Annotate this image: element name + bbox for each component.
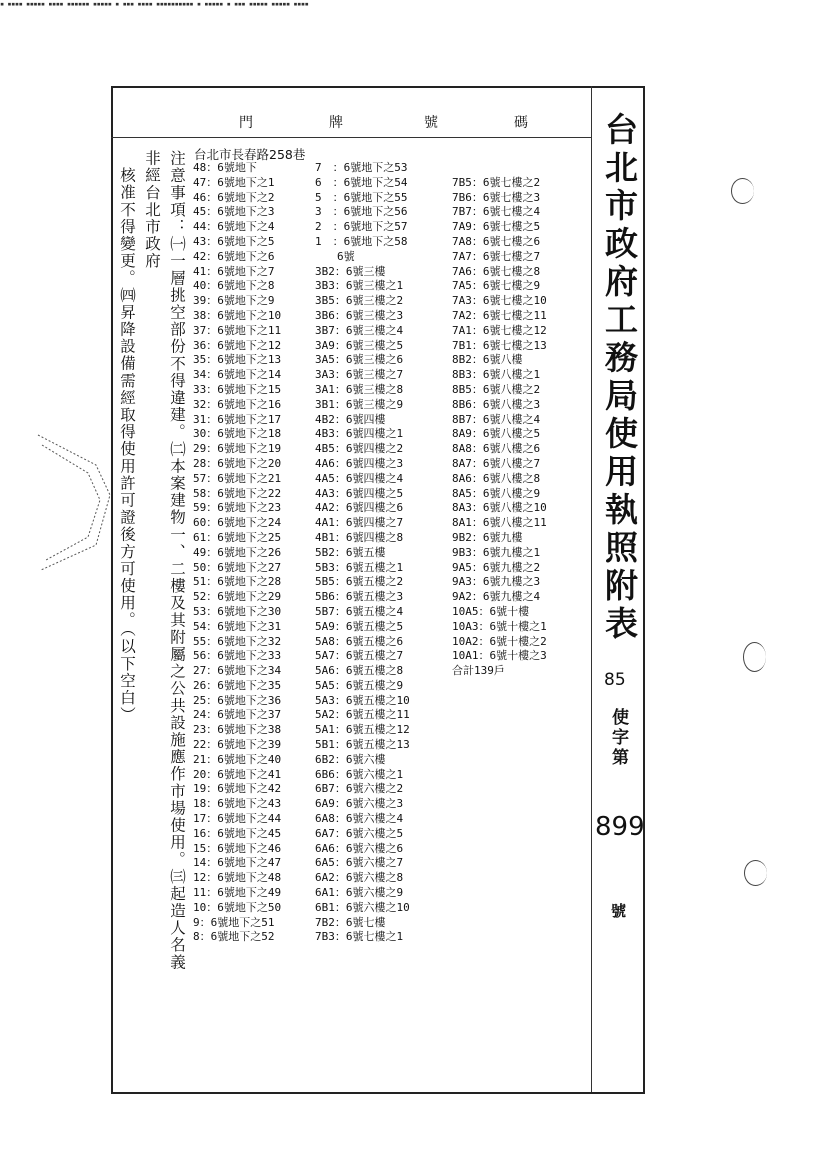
unit-entry: 39：6號地下之9	[193, 294, 275, 308]
unit-entry: 5A8：6號五樓之6	[315, 634, 404, 648]
unit-entry: 9B3：6號九樓之1	[452, 545, 541, 559]
unit-entry: 32：6號地下之16	[193, 397, 282, 411]
unit-entry: 54：6號地下之31	[193, 619, 282, 633]
notes-line-1	[139, 150, 189, 980]
unit-entry: 5A9：6號五樓之5	[315, 619, 404, 633]
unit-entry: 3 ：6號地下之56	[315, 205, 408, 219]
unit-entry: 10A3：6號十樓之1	[452, 619, 547, 633]
unit-entry: 5A5：6號五樓之9	[315, 678, 404, 692]
unit-entry: 53：6號地下之30	[193, 604, 282, 618]
unit-entry: 61：6號地下之25	[193, 530, 282, 544]
unit-entry: 27：6號地下之34	[193, 664, 282, 678]
notes-line-2: 核准不得變更。㈣昇降設備需經取得使用許可證後方可使用。（以下空白）	[118, 167, 136, 724]
unit-entry: 6B6：6號六樓之1	[315, 767, 404, 781]
header-label-men: 門	[239, 115, 253, 131]
permit-word: 使字第	[608, 708, 628, 768]
unit-entry: 8A3：6號八樓之10	[452, 501, 547, 515]
unit-entry: 9：6號地下之51	[193, 915, 275, 929]
unit-entry: 38：6號地下之10	[193, 308, 282, 322]
unit-entry: 7B5：6號七樓之2	[452, 175, 541, 189]
header-label-ma: 碼	[514, 115, 528, 131]
unit-entry: 5 ：6號地下之55	[315, 190, 408, 204]
notes-heading: 注意事項：	[168, 150, 186, 236]
unit-entry: 4A6：6號四樓之3	[315, 456, 404, 470]
unit-entry: 7A5：6號七樓之9	[452, 279, 541, 293]
unit-entry: 33：6號地下之15	[193, 382, 282, 396]
unit-entry: 7A3：6號七樓之10	[452, 294, 547, 308]
unit-entry: 4B3：6號四樓之1	[315, 427, 404, 441]
unit-entry: 57：6號地下之21	[193, 471, 282, 485]
binding-hole-mark-1	[731, 178, 754, 204]
unit-entry: 1 ：6號地下之58	[315, 234, 408, 248]
column-header	[111, 103, 591, 138]
unit-entry: 8A1：6號八樓之11	[452, 516, 547, 530]
document-title: 台北市政府工務局使用執照附表	[600, 112, 639, 644]
unit-entry: 5B5：6號五樓之2	[315, 575, 404, 589]
unit-entry: 51：6號地下之28	[193, 575, 282, 589]
permit-number: 899	[595, 812, 645, 842]
unit-entry: 5B7：6號五樓之4	[315, 604, 404, 618]
unit-entry: 5A1：6號五樓之12	[315, 723, 410, 737]
unit-entry: 10A1：6號十樓之3	[452, 649, 547, 663]
unit-entry: 46：6號地下之2	[193, 190, 275, 204]
unit-entry: 3A5：6號三樓之6	[315, 353, 404, 367]
unit-entry: 5B6：6號五樓之3	[315, 590, 404, 604]
unit-entry: 7A6：6號七樓之8	[452, 264, 541, 278]
unit-entry: 4A1：6號四樓之7	[315, 516, 404, 530]
unit-entry: 19：6號地下之42	[193, 782, 282, 796]
unit-entry: 8A8：6號八樓之6	[452, 442, 541, 456]
unit-entry: 7 ：6號地下之53	[315, 161, 408, 174]
notes	[114, 150, 189, 980]
address-column-1	[193, 161, 281, 945]
unit-entry: 8A5：6號八樓之9	[452, 486, 541, 500]
unit-entry: 45：6號地下之3	[193, 205, 275, 219]
unit-entry: 14：6號地下之47	[193, 856, 282, 870]
unit-entry: 52：6號地下之29	[193, 590, 282, 604]
address-column-2	[315, 161, 410, 945]
street-address: 台北市長春路258巷	[194, 147, 306, 162]
unit-entry: 8A6：6號八樓之8	[452, 471, 541, 485]
binding-hole-mark-2	[743, 642, 766, 672]
unit-entry: 7B1：6號七樓之13	[452, 338, 547, 352]
unit-entry: 6B2：6號六樓	[315, 752, 386, 766]
unit-entry: 23：6號地下之38	[193, 723, 282, 737]
unit-entry: 5A3：6號五樓之10	[315, 693, 410, 707]
unit-entry: 55：6號地下之32	[193, 634, 282, 648]
unit-entry: 8B6：6號八樓之3	[452, 397, 541, 411]
unit-entry: 4B2：6號四樓	[315, 412, 386, 426]
unit-entry: 7A9：6號七樓之5	[452, 220, 541, 234]
unit-entry: 30：6號地下之18	[193, 427, 282, 441]
unit-entry: 10A2：6號十樓之2	[452, 634, 547, 648]
unit-entry: 7B3：6號七樓之1	[315, 930, 404, 944]
unit-entry: 21：6號地下之40	[193, 752, 282, 766]
unit-entry: 7A2：6號七樓之11	[452, 308, 547, 322]
unit-entry: 9A3：6號九樓之3	[452, 575, 541, 589]
header-label-hao: 號	[424, 115, 438, 131]
unit-entry: 5B3：6號五樓之1	[315, 560, 404, 574]
unit-entry: 9A5：6號九樓之2	[452, 560, 541, 574]
unit-entry: 58：6號地下之22	[193, 486, 282, 500]
unit-entry: 3B2：6號三樓	[315, 264, 386, 278]
unit-entry: 44：6號地下之4	[193, 220, 275, 234]
unit-entry: 7B6：6號七樓之3	[452, 190, 541, 204]
unit-entry: 3B5：6號三樓之2	[315, 294, 404, 308]
unit-entry: 2 ：6號地下之57	[315, 220, 408, 234]
unit-entry: 60：6號地下之24	[193, 516, 282, 530]
unit-entry: 17：6號地下之44	[193, 812, 282, 826]
unit-entry: 7B2：6號七樓	[315, 915, 386, 929]
unit-entry: 18：6號地下之43	[193, 797, 282, 811]
unit-entry: 8B5：6號八樓之2	[452, 382, 541, 396]
unit-entry: 6A6：6號六樓之6	[315, 841, 404, 855]
unit-entry: 4B1：6號四樓之8	[315, 530, 404, 544]
unit-entry: 6A7：6號六樓之5	[315, 826, 404, 840]
unit-entry: 12：6號地下之48	[193, 871, 282, 885]
unit-entry: 6A2：6號六樓之8	[315, 871, 404, 885]
unit-entry: 28：6號地下之20	[193, 456, 282, 470]
notes-text-1: ㈠一層挑空部份不得違建。㈡本案建物一、二樓及其附屬之公共設施應作市場使用。㈢起造人名義非經台北市政府	[143, 150, 186, 971]
unit-entry: 8：6號地下之52	[193, 930, 275, 944]
unit-entry: 47：6號地下之1	[193, 175, 275, 189]
unit-entry: 6A8：6號六樓之4	[315, 812, 404, 826]
unit-entry: 41：6號地下之7	[193, 264, 275, 278]
unit-entry: 4A2：6號四樓之6	[315, 501, 404, 515]
unit-entry: 4B5：6號四樓之2	[315, 442, 404, 456]
permit-suffix: 號	[611, 902, 627, 920]
header-label-pai: 牌	[329, 115, 343, 131]
unit-entry: 35：6號地下之13	[193, 353, 282, 367]
unit-entry: 5A2：6號五樓之11	[315, 708, 410, 722]
unit-entry: 42：6號地下之6	[193, 249, 275, 263]
unit-entry: 7B7：6號七樓之4	[452, 205, 541, 219]
unit-entry: 59：6號地下之23	[193, 501, 282, 515]
unit-entry: 49：6號地下之26	[193, 545, 282, 559]
unit-entry: 5A6：6號五樓之8	[315, 664, 404, 678]
unit-entry: 3B6：6號三樓之3	[315, 308, 404, 322]
unit-entry: 3B1：6號三樓之9	[315, 397, 404, 411]
unit-entry: 6B7：6號六樓之2	[315, 782, 404, 796]
unit-entry: 8A7：6號八樓之7	[452, 456, 541, 470]
unit-entry: 7A8：6號七樓之6	[452, 234, 541, 248]
unit-entry: 50：6號地下之27	[193, 560, 282, 574]
unit-entry: 43：6號地下之5	[193, 234, 275, 248]
unit-entry: 31：6號地下之17	[193, 412, 282, 426]
unit-entry: 10：6號地下之50	[193, 900, 282, 914]
binding-hole-mark-3	[744, 860, 767, 886]
unit-entry: 29：6號地下之19	[193, 442, 282, 456]
unit-entry: 24：6號地下之37	[193, 708, 282, 722]
unit-entry: 25：6號地下之36	[193, 693, 282, 707]
unit-entry: 56：6號地下之33	[193, 649, 282, 663]
unit-entry: 5B2：6號五樓	[315, 545, 386, 559]
unit-entry: 36：6號地下之12	[193, 338, 282, 352]
unit-entry: 3A1：6號三樓之8	[315, 382, 404, 396]
unit-entry: 37：6號地下之11	[193, 323, 282, 337]
unit-entry: 7A1：6號七樓之12	[452, 323, 547, 337]
unit-entry: 22：6號地下之39	[193, 738, 282, 752]
unit-entry: 40：6號地下之8	[193, 279, 275, 293]
unit-entry: 34：6號地下之14	[193, 368, 282, 382]
unit-entry: 8B2：6號八樓	[452, 353, 523, 367]
address-column-3	[452, 161, 547, 679]
unit-entry: 8B3：6號八樓之1	[452, 368, 541, 382]
unit-entry: 7A7：6號七樓之7	[452, 249, 541, 263]
unit-entry: 6A9：6號六樓之3	[315, 797, 404, 811]
unit-entry: 6A5：6號六樓之7	[315, 856, 404, 870]
unit-entry: 3B3：6號三樓之1	[315, 279, 404, 293]
unit-entry: 10A5：6號十樓	[452, 604, 530, 618]
unit-entry: 3A3：6號三樓之7	[315, 368, 404, 382]
permit-year: 85	[604, 670, 626, 690]
unit-entry: 5A7：6號五樓之7	[315, 649, 404, 663]
unit-entry: 20：6號地下之41	[193, 767, 282, 781]
unit-entry: 6B1：6號六樓之10	[315, 900, 410, 914]
unit-entry: 3A9：6號三樓之5	[315, 338, 404, 352]
unit-entry: 11：6號地下之49	[193, 886, 282, 900]
unit-entry: 15：6號地下之46	[193, 841, 282, 855]
unit-entry: 5B1：6號五樓之13	[315, 738, 410, 752]
unit-entry: 16：6號地下之45	[193, 826, 282, 840]
unit-entry: 6 ：6號地下之54	[315, 175, 408, 189]
unit-entry: 4A5：6號四樓之4	[315, 471, 404, 485]
unit-entry: 9A2：6號九樓之4	[452, 590, 541, 604]
scan-top-strip: ▪ ▪▪▪▪ ▪▪▪▪▪ ▪▪▪▪ ▪▪▪▪▪▪ ▪▪▪▪▪ ▪ ▪▪▪ ▪▪▪▪ ▪▪▪▪▪▪▪▪▪▪ ▪ ▪▪▪▪▪ ▪ ▪▪▪ ▪▪▪▪▪ ▪▪▪▪▪ ▪▪▪▪	[0, 0, 309, 8]
total-count: 合計139戶	[452, 664, 505, 678]
unit-entry: 6A1：6號六樓之9	[315, 886, 404, 900]
unit-entry: 9B2：6號九樓	[452, 530, 523, 544]
unit-entry: 8B7：6號八樓之4	[452, 412, 541, 426]
unit-entry: 48：6號地下	[193, 161, 257, 174]
unit-entry: 8A9：6號八樓之5	[452, 427, 541, 441]
unit-entry: 26：6號地下之35	[193, 678, 282, 692]
unit-entry: 6號	[315, 249, 355, 263]
unit-entry: 3B7：6號三樓之4	[315, 323, 404, 337]
scan-fold-shadow	[36, 425, 112, 575]
unit-entry: 4A3：6號四樓之5	[315, 486, 404, 500]
